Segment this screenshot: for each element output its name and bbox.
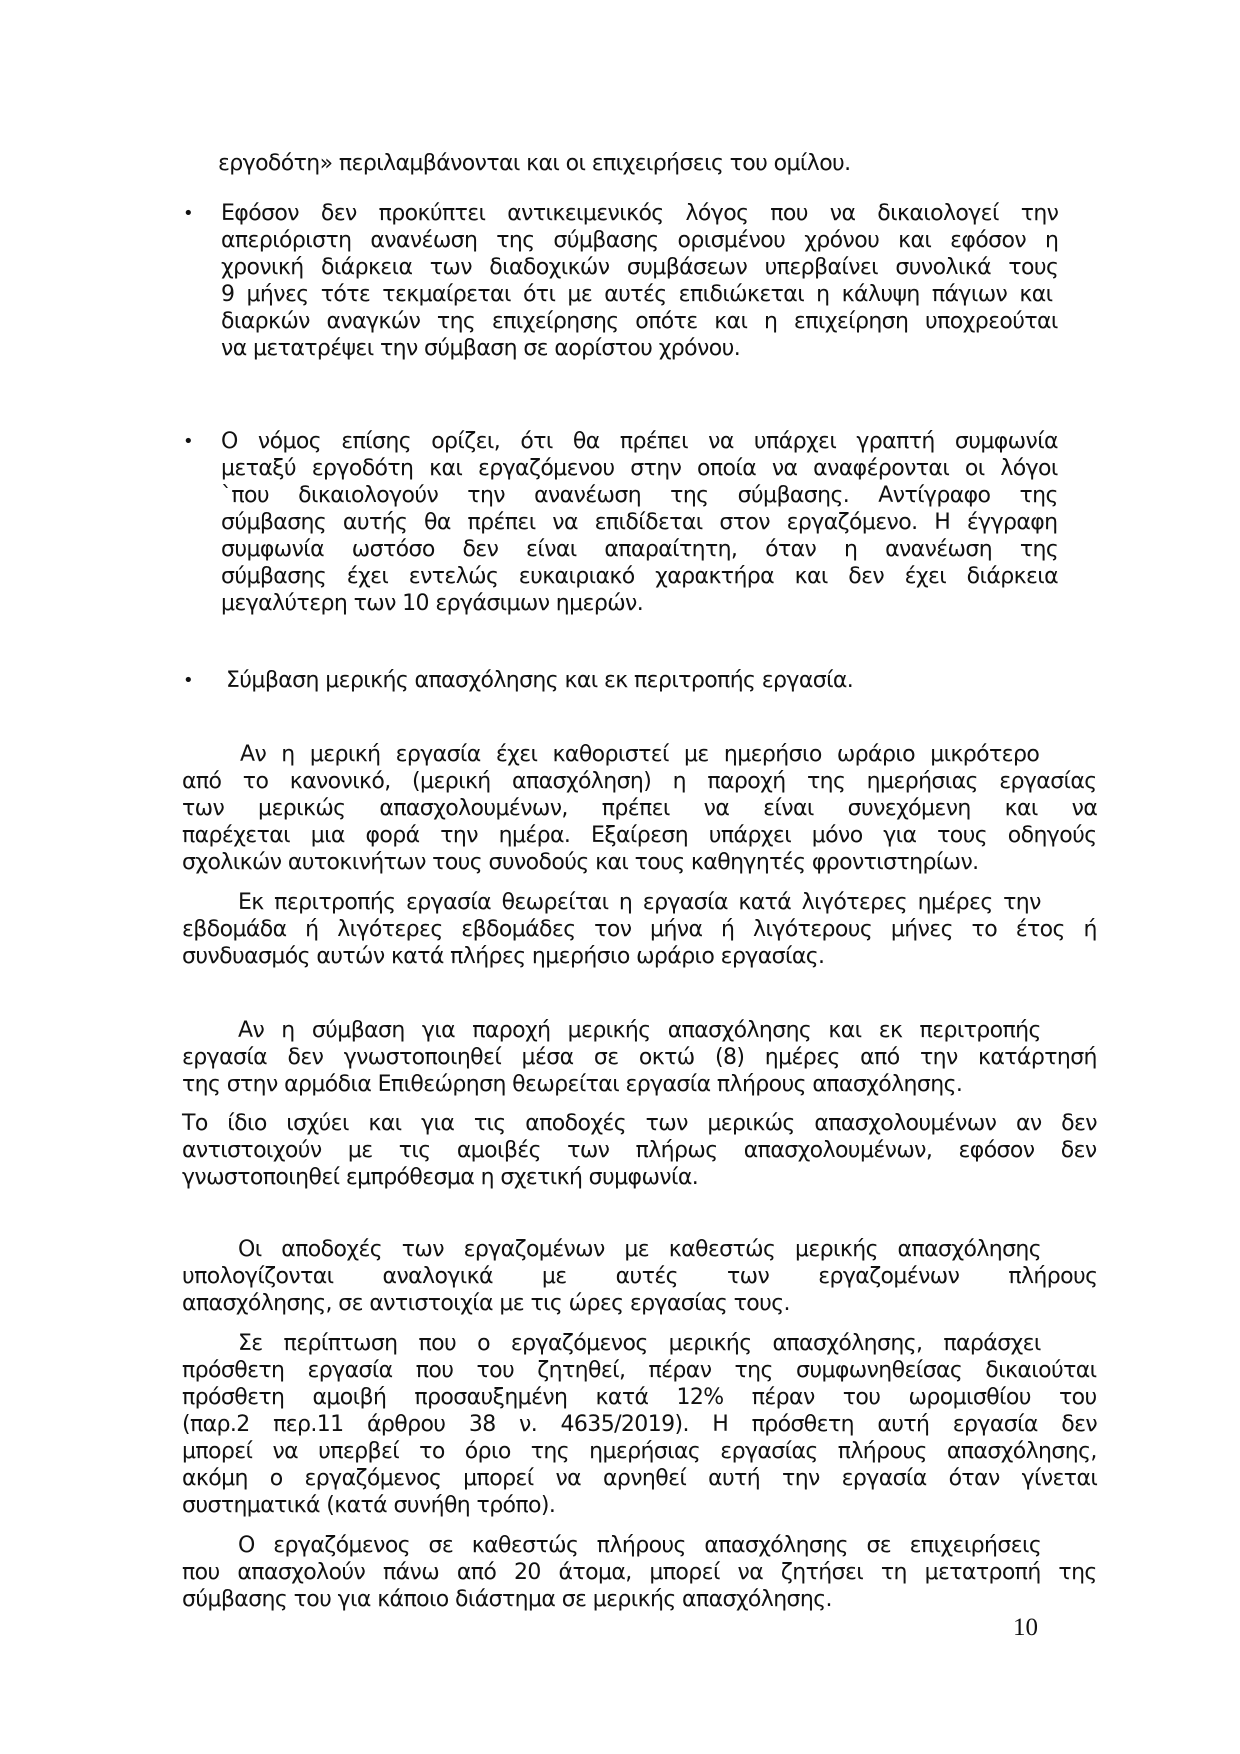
- paragraph-line: Σε περίπτωση που ο εργαζόμενος μερικής απασχόλησης, παράσχει: [238, 1331, 1041, 1356]
- section-heading-bullet: Σύμβαση μερικής απασχόλησης και εκ περιτροπής εργασία.: [226, 668, 854, 693]
- bullet-text-line: Εφόσον δεν προκύπτει αντικειμενικός λόγος που να δικαιολογεί την: [221, 201, 1059, 226]
- bullet-text-line: σύμβασης αυτής θα πρέπει να επιδίδεται στον εργαζόμενο. Η έγγραφη: [221, 510, 1058, 535]
- paragraph-line: (παρ.2 περ.11 άρθρου 38 ν. 4635/2019). Η πρόσθετη αυτή εργασία δεν: [182, 1412, 1098, 1437]
- paragraph-line: που απασχολούν πάνω από 20 άτομα, μπορεί να ζητήσει τη μετατροπή της: [182, 1560, 1097, 1585]
- bullet-text-line: Ο νόμος επίσης ορίζει, ότι θα πρέπει να υπάρχει γραπτή συμφωνία: [221, 429, 1058, 454]
- paragraph-line: της στην αρμόδια Επιθεώρηση θεωρείται εργασία πλήρους απασχόλησης.: [182, 1072, 963, 1097]
- paragraph-line: Εκ περιτροπής εργασία θεωρείται η εργασία κατά λιγότερες ημέρες την: [238, 890, 1041, 915]
- bullet-text-line: 9 μήνες τότε τεκμαίρεται ότι με αυτές επιδιώκεται η κάλυψη πάγιων και: [221, 282, 1053, 307]
- bullet-text-line: σύμβασης έχει εντελώς ευκαιριακό χαρακτήρα και δεν έχει διάρκεια: [221, 564, 1058, 589]
- paragraph-line: αντιστοιχούν με τις αμοιβές των πλήρως απασχολουμένων, εφόσον δεν: [182, 1138, 1097, 1163]
- paragraph-line: εβδομάδα ή λιγότερες εβδομάδες τον μήνα ή λιγότερους μήνες το έτος ή: [182, 917, 1097, 942]
- bullet-text-line: διαρκών αναγκών της επιχείρησης οπότε και η επιχείρηση υποχρεούται: [221, 309, 1058, 334]
- paragraph-line: από το κανονικό, (μερική απασχόληση) η παροχή της ημερήσιας εργασίας: [182, 769, 1097, 794]
- paragraph-line: ακόμη ο εργαζόμενος μπορεί να αρνηθεί αυτή την εργασία όταν γίνεται: [182, 1466, 1098, 1491]
- paragraph-line: απασχόλησης, σε αντιστοιχία με τις ώρες εργασίας τους.: [182, 1291, 790, 1316]
- bullet-marker: •: [183, 203, 194, 224]
- paragraph-line: σχολικών αυτοκινήτων τους συνοδούς και τους καθηγητές φροντιστηρίων.: [182, 850, 979, 875]
- bullet-text-line: μεγαλύτερη των 10 εργάσιμων ημερών.: [221, 591, 644, 616]
- bullet-marker: •: [183, 670, 194, 691]
- bullet-text-line: χρονική διάρκεια των διαδοχικών συμβάσεων υπερβαίνει συνολικά τους: [221, 255, 1059, 280]
- paragraph-line: εργασία δεν γνωστοποιηθεί μέσα σε οκτώ (8) ημέρες από την κατάρτησή: [182, 1045, 1097, 1070]
- bullet-text-line: `που δικαιολογούν την ανανέωση της σύμβασης. Αντίγραφο της: [221, 483, 1058, 508]
- paragraph-line: Αν η σύμβαση για παροχή μερικής απασχόλησης και εκ περιτροπής: [238, 1018, 1041, 1043]
- bullet-text-line: απεριόριστη ανανέωση της σύμβασης ορισμένου χρόνου και εφόσον η: [221, 228, 1059, 253]
- paragraph-line: συστηματικά (κατά συνήθη τρόπο).: [182, 1493, 556, 1518]
- document-page: εργοδότη» περιλαμβάνονται και οι επιχειρήσεις του ομίλου. • Εφόσον δεν προκύπτει αντικειμενικός λόγος που να δικαιολογεί την απεριόριστη ανανέωση της σύμβασης ορισμένου χρόνου και εφόσον η χρονική διάρκεια των διαδοχικών συμβάσεων υπερβαίνει συνολικά τους 9 μήνες τότε τεκμαίρεται ότι με αυτές επιδιώκεται η κάλυψη πάγιων και διαρκών αναγκών της επιχείρησης οπότε και η επιχείρηση υποχρεούται να μετατρέψει την σύμβαση σε αορίστου χρόνου. • Ο νόμος επίσης ορίζει, ότι θα πρέπει να υπάρχει γραπτή συμφωνία μεταξύ εργοδότη και εργαζόμενου στην οποία να αναφέρονται οι λόγοι `που δικαιολογούν την ανανέωση της σύμβασης. Αντίγραφο της σύμβασης αυτής θα πρέπει να επιδίδεται στον εργαζόμενο. Η έγγραφη συμφωνία ωστόσο δεν είναι απαραίτητη, όταν η ανανέωση της σύμβασης έχει εντελώς ευκαιριακό χαρακτήρα και δεν έχει διάρκεια μεγαλύτερη των 10 εργάσιμων ημερών. • Σύμβαση μερικής απασχόλησης και εκ περιτροπής εργασία. Αν η μερική εργασία έχει καθοριστεί με ημερήσιο ωράριο μικρότερο από το κανονικό, (μερική απασχόληση) η παροχή της ημερήσιας εργασίας των μερικώς απασχολουμένων, πρέπει να είναι συνεχόμενη και να παρέχεται μια φορά την ημέρα. Εξαίρεση υπάρχει μόνο για τους οδηγούς σχολικών αυτοκινήτων τους συνοδούς και τους καθηγητές φροντιστηρίων. Εκ περιτροπής εργασία θεωρείται η εργασία κατά λιγότερες ημέρες την εβδομάδα ή λιγότερες εβδομάδες τον μήνα ή λιγότερους μήνες το έτος ή συνδυασμός αυτών κατά πλήρες ημερήσιο ωράριο εργασίας. Αν η σύμβαση για παροχή μερικής απασχόλησης και εκ περιτροπής εργασία δεν γνωστοποιηθεί μέσα σε οκτώ (8) ημέρες από την κατάρτησή της στην αρμόδια Επιθεώρηση θεωρείται εργασία πλήρους απασχόλησης. Το ίδιο ισχύει και για τις αποδοχές των μερικώς απασχολουμένων αν δεν αντιστοιχούν με τις αμοιβές των πλήρως απασχολουμένων, εφόσον δεν γνωστοποιηθεί εμπρόθεσμα η σχετική συμφωνία. Οι αποδοχές των εργαζομένων με καθεστώς μερικής απασχόλησης υπολογίζονται αναλογικά με αυτές των εργαζομένων πλήρους απασχόλησης, σε αντιστοιχία με τις ώρες εργασίας τους. Σε περίπτωση που ο εργαζόμενος μερικής απασχόλησης, παράσχει πρόσθετη εργασία που του ζητηθεί, πέραν της συμφωνηθείσας δικαιούται πρόσθετη αμοιβή προσαυξημένη κατά 12% πέραν του ωρομισθίου του (παρ.2 περ.11 άρθρου 38 ν. 4635/2019). Η πρόσθετη αυτή εργασία δεν μπορεί να υπερβεί το όριο της ημερήσιας εργασίας πλήρους απασχόλησης, ακόμη ο εργαζόμενος μπορεί να αρνηθεί αυτή την εργασία όταν γίνεται συστηματικά (κατά συνήθη τρόπο). Ο εργαζόμενος σε καθεστώς πλήρους απασχόλησης σε επιχειρήσεις που απασχολούν πάνω από 20 άτομα, μπορεί να ζητήσει τη μετατροπή της σύμβασης του για κάποιο διάστημα σε μερικής απασχόλησης. 10: [0, 0, 1240, 1754]
- bullet-marker: •: [183, 431, 194, 452]
- bullet-text-line: μεταξύ εργοδότη και εργαζόμενου στην οποία να αναφέρονται οι λόγοι: [221, 456, 1058, 481]
- continuation-line: εργοδότη» περιλαμβάνονται και οι επιχειρήσεις του ομίλου.: [218, 151, 851, 176]
- paragraph-line: Ο εργαζόμενος σε καθεστώς πλήρους απασχόλησης σε επιχειρήσεις: [238, 1533, 1042, 1558]
- bullet-text-line: να μετατρέψει την σύμβαση σε αορίστου χρόνου.: [221, 336, 741, 361]
- paragraph-line: των μερικώς απασχολουμένων, πρέπει να είναι συνεχόμενη και να: [182, 796, 1098, 821]
- paragraph-line: Οι αποδοχές των εργαζομένων με καθεστώς μερικής απασχόλησης: [238, 1237, 1042, 1262]
- paragraph-line: υπολογίζονται αναλογικά με αυτές των εργαζομένων πλήρους: [182, 1264, 1098, 1289]
- paragraph-line: παρέχεται μια φορά την ημέρα. Εξαίρεση υπάρχει μόνο για τους οδηγούς: [182, 823, 1097, 848]
- paragraph-line: μπορεί να υπερβεί το όριο της ημερήσιας εργασίας πλήρους απασχόλησης,: [182, 1439, 1097, 1464]
- paragraph-line: σύμβασης του για κάποιο διάστημα σε μερικής απασχόλησης.: [182, 1587, 832, 1612]
- paragraph-line: γνωστοποιηθεί εμπρόθεσμα η σχετική συμφωνία.: [182, 1165, 699, 1190]
- paragraph-line: Αν η μερική εργασία έχει καθοριστεί με ημερήσιο ωράριο μικρότερο: [240, 742, 1040, 767]
- paragraph-line: συνδυασμός αυτών κατά πλήρες ημερήσιο ωράριο εργασίας.: [182, 944, 825, 969]
- paragraph-line: Το ίδιο ισχύει και για τις αποδοχές των μερικώς απασχολουμένων αν δεν: [182, 1111, 1097, 1136]
- bullet-text-line: συμφωνία ωστόσο δεν είναι απαραίτητη, όταν η ανανέωση της: [221, 537, 1059, 562]
- paragraph-line: πρόσθετη αμοιβή προσαυξημένη κατά 12% πέραν του ωρομισθίου του: [182, 1385, 1097, 1410]
- paragraph-line: πρόσθετη εργασία που του ζητηθεί, πέραν της συμφωνηθείσας δικαιούται: [182, 1358, 1097, 1383]
